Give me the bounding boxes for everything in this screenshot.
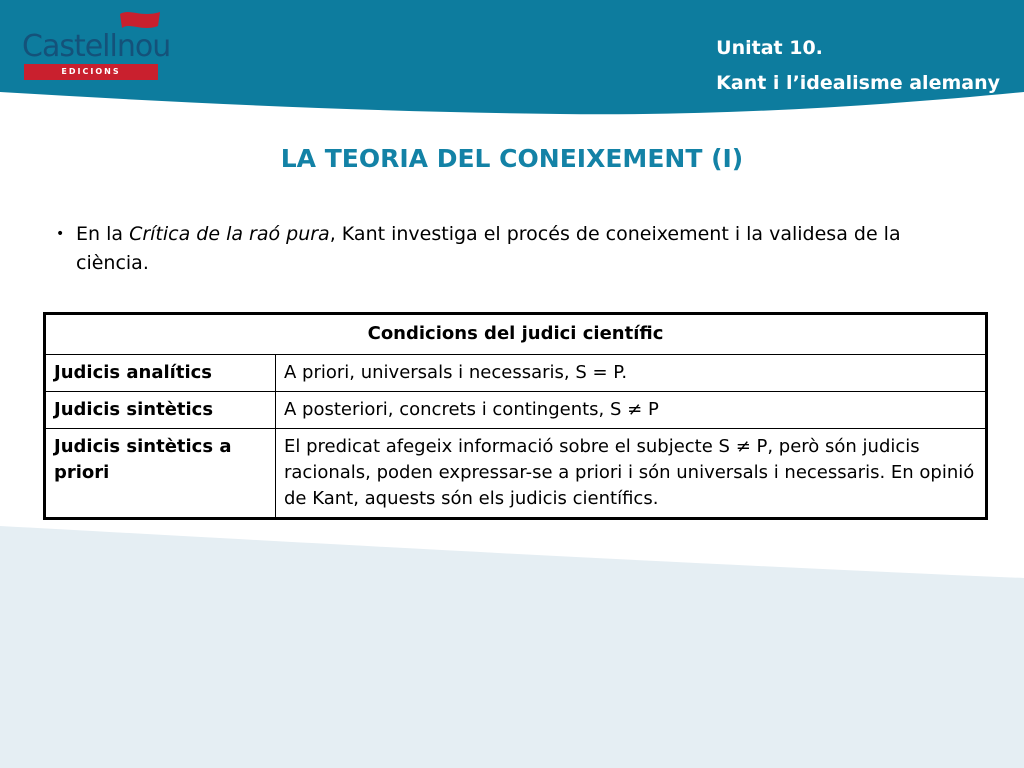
row-head: Judicis sintètics: [45, 392, 276, 429]
unit-number: Unitat 10.: [716, 37, 823, 59]
row-body: A priori, universals i necessaris, S = P.: [276, 355, 987, 392]
lower-wave-band: [0, 526, 1024, 768]
row-body: A posteriori, concrets i contingents, S ≠ P: [276, 392, 987, 429]
slide-title: LA TEORIA DEL CONEIXEMENT (I): [280, 144, 744, 173]
bullet-prefix: En la: [76, 223, 130, 245]
table-row: [45, 355, 987, 392]
bullet-dot-icon: •: [56, 226, 65, 242]
table-row: [45, 429, 987, 519]
castellnou-logo: [22, 8, 171, 78]
bullet-text: [76, 220, 936, 278]
row-body: El predicat afegeix informació sobre el subjecte S ≠ P, però són judicis racionals, poden expressar-se a priori i són universals i necessaris. En opinió de Kant, aquests són els judicis científics.: [276, 429, 987, 519]
table-row: [45, 392, 987, 429]
table-caption: Condicions del judici científic: [45, 314, 987, 355]
bullet-book-title: Crítica de la raó pura: [129, 223, 330, 245]
logo-subtitle: EDICIONS: [24, 64, 158, 80]
row-head: Judicis sintètics a priori: [45, 429, 276, 519]
unit-subtitle: Kant i l’idealisme alemany: [716, 72, 1000, 94]
unit-heading: [716, 31, 1000, 101]
judgments-table: [43, 312, 988, 520]
logo-wordmark: Castellnou: [22, 29, 171, 64]
bullet-suffix: , Kant investiga el procés de coneixement i la validesa de la ciència.: [76, 223, 901, 274]
table-header-row: [45, 314, 987, 355]
row-head: Judicis analítics: [45, 355, 276, 392]
